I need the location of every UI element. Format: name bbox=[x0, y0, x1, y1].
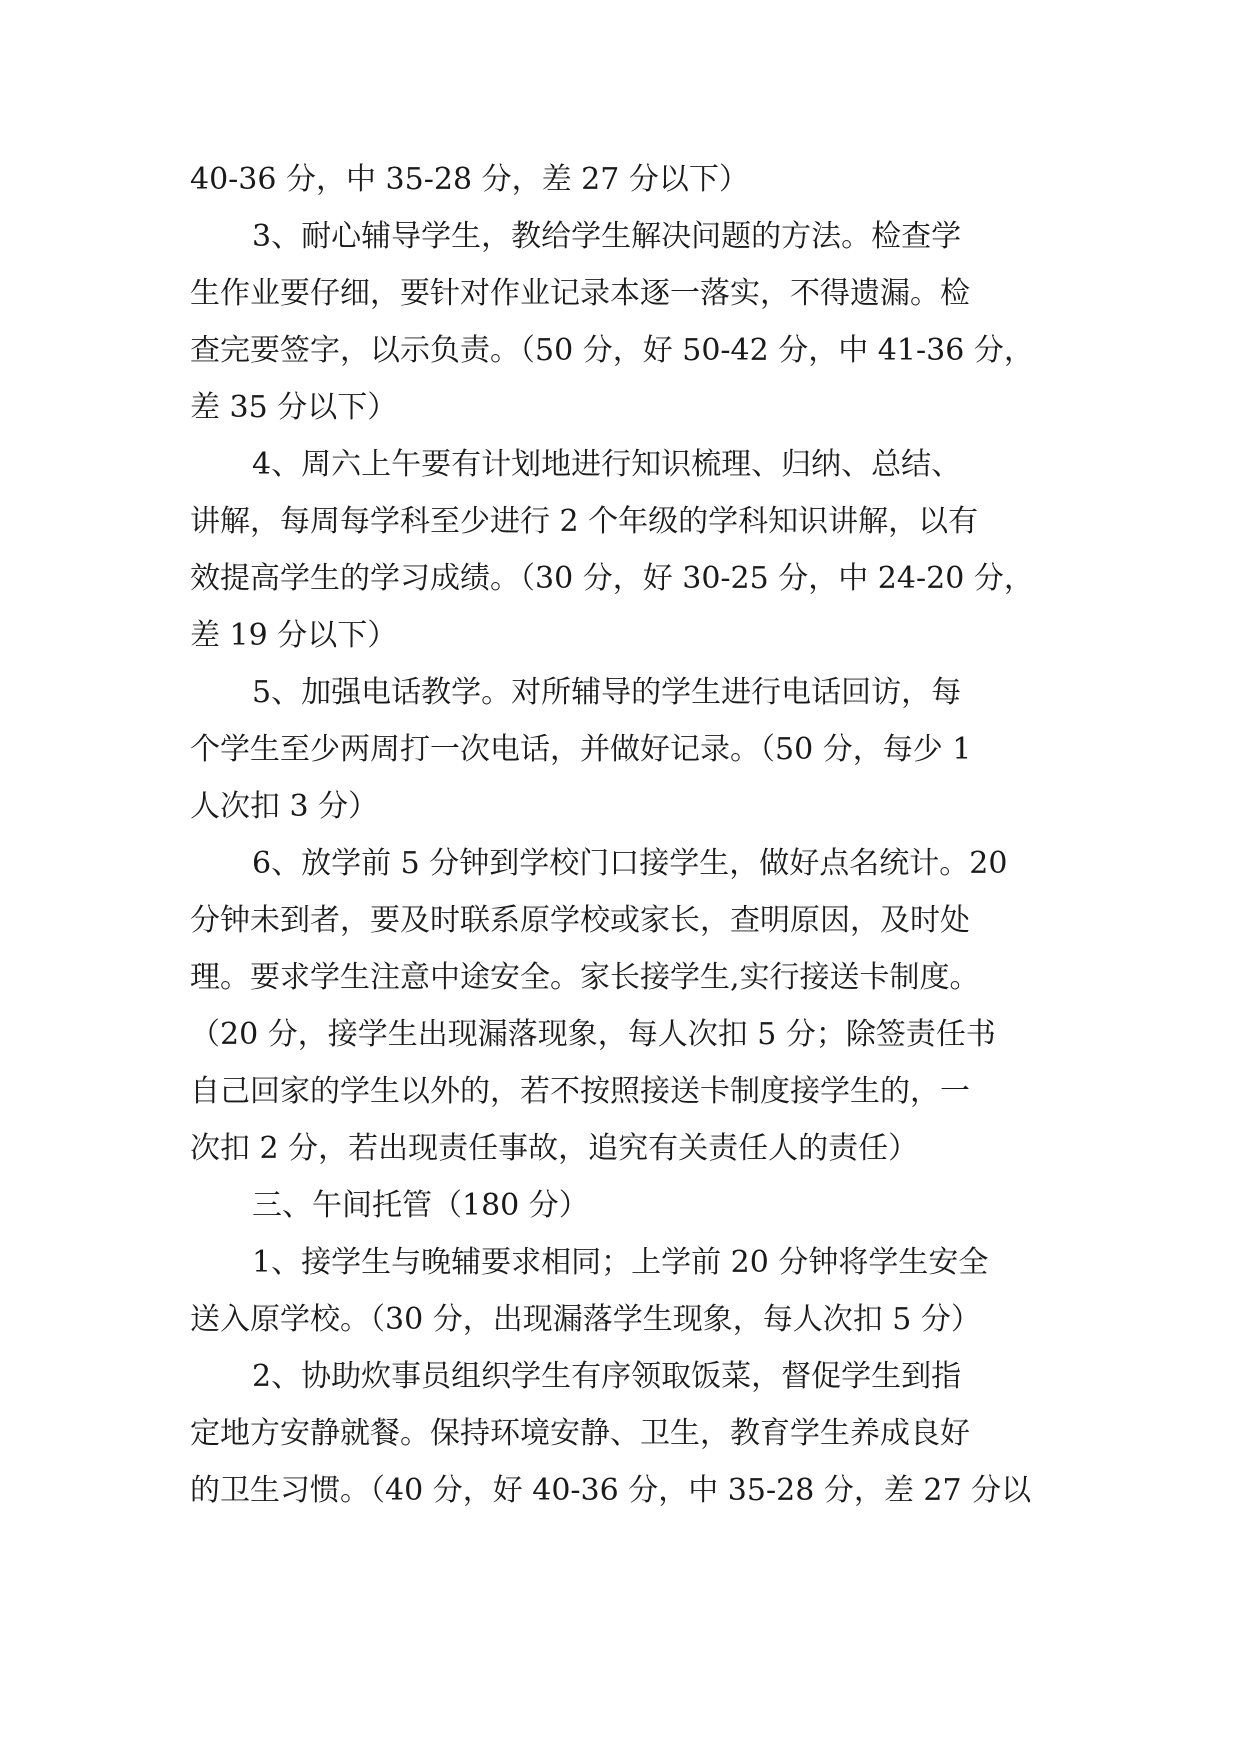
text-line: （20 分，接学生出现漏落现象，每人次扣 5 分；除签责任书 bbox=[190, 1017, 996, 1052]
text-line: 4、周六上午要有计划地进行知识梳理、归纳、总结、 bbox=[252, 447, 962, 482]
text-line: 送入原学校。（30 分，出现漏落学生现象，每人次扣 5 分） bbox=[190, 1302, 981, 1337]
text-line: 人次扣 3 分） bbox=[190, 789, 379, 824]
section-heading: 三、午间托管（180 分） bbox=[252, 1188, 589, 1223]
text-line: 5、加强电话教学。对所辅导的学生进行电话回访，每 bbox=[252, 675, 962, 710]
text-line: 差 19 分以下） bbox=[190, 618, 398, 653]
text-line: 查完要签字，以示负责。（50 分，好 50-42 分，中 41-36 分， bbox=[190, 333, 1034, 368]
text-line: 次扣 2 分，若出现责任事故，追究有关责任人的责任） bbox=[190, 1131, 919, 1166]
text-line: 生作业要仔细，要针对作业记录本逐一落实，不得遗漏。检 bbox=[190, 276, 970, 311]
text-line: 讲解，每周每学科至少进行 2 个年级的学科知识讲解，以有 bbox=[190, 504, 979, 539]
text-line: 理。要求学生注意中途安全。家长接学生,实行接送卡制度。 bbox=[190, 960, 980, 995]
text-line: 的卫生习惯。（40 分，好 40-36 分，中 35-28 分，差 27 分以 bbox=[190, 1473, 1032, 1508]
text-line: 差 35 分以下） bbox=[190, 390, 398, 425]
text-line: 定地方安静就餐。保持环境安静、卫生，教育学生养成良好 bbox=[190, 1416, 970, 1451]
text-line: 2、协助炊事员组织学生有序领取饭菜，督促学生到指 bbox=[252, 1359, 962, 1394]
text-line: 6、放学前 5 分钟到学校门口接学生，做好点名统计。20 bbox=[252, 846, 1008, 881]
text-line: 1、接学生与晚辅要求相同；上学前 20 分钟将学生安全 bbox=[252, 1245, 989, 1280]
text-line: 40-36 分，中 35-28 分，差 27 分以下） bbox=[190, 162, 749, 197]
text-line: 分钟未到者，要及时联系原学校或家长，查明原因，及时处 bbox=[190, 903, 970, 938]
text-line: 效提高学生的学习成绩。（30 分，好 30-25 分，中 24-20 分， bbox=[190, 561, 1034, 596]
text-line: 个学生至少两周打一次电话，并做好记录。（50 分，每少 1 bbox=[190, 732, 972, 767]
text-line: 3、耐心辅导学生，教给学生解决问题的方法。检查学 bbox=[252, 219, 962, 254]
text-line: 自己回家的学生以外的，若不按照接送卡制度接学生的，一 bbox=[190, 1074, 970, 1109]
